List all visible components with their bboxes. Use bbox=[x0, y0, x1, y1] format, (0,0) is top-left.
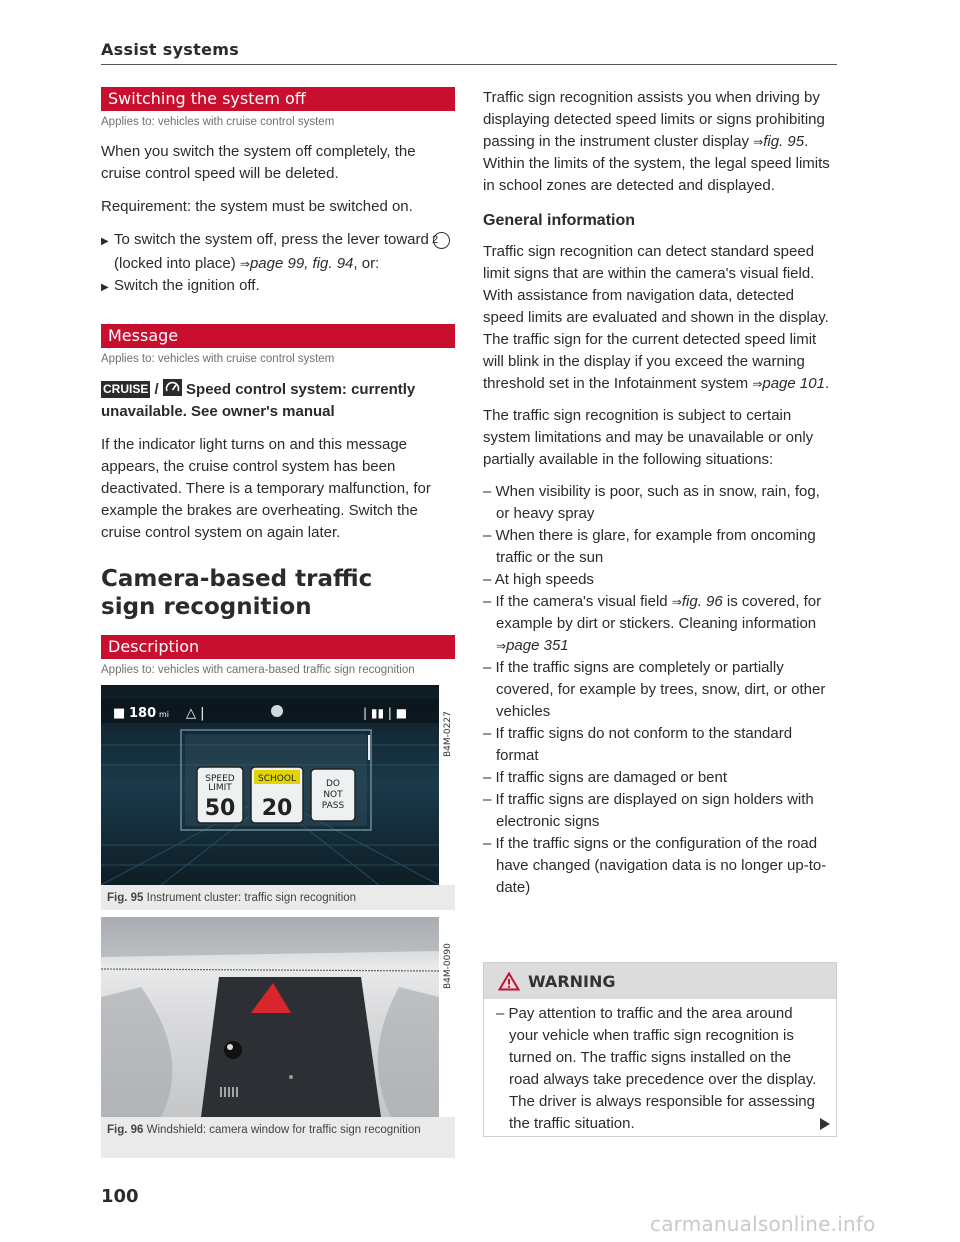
cross-reference[interactable]: fig. 96 bbox=[681, 593, 723, 610]
figure-caption: Fig. 96 Windshield: camera window for traffic sign recognition bbox=[107, 1124, 421, 1136]
right-column bbox=[483, 87, 837, 899]
applies-note: Applies to: vehicles with cruise control system bbox=[101, 353, 335, 365]
paragraph: The traffic sign recognition is subject to certain system limitations and may be unavailable or only partially available in the following situations: bbox=[483, 407, 814, 468]
sign-speed-limit-value: 50 bbox=[204, 796, 236, 821]
applies-note: Applies to: vehicles with camera-based traffic sign recognition bbox=[101, 664, 415, 676]
warning-body bbox=[484, 999, 836, 1135]
applies-note: Applies to: vehicles with cruise control system bbox=[101, 116, 335, 128]
chapter-title: Camera-based traffic sign recognition bbox=[101, 566, 373, 620]
section-subheading: General information bbox=[483, 212, 636, 229]
instruction-step: ▶ To switch the system off, press the lever toward 2 (locked into place) ⇒page 99, fig. 94, or: bbox=[101, 229, 455, 275]
list-item: – When visibility is poor, such as in snow, rain, fog, or heavy spray bbox=[483, 483, 820, 522]
warning-text: – Pay attention to traffic and the area around your vehicle when traffic sign recognition is turned on. The traffic signs installed on the road always take precedence over the display. The driver is always responsible for assessing the traffic situation. bbox=[496, 1005, 817, 1132]
warning-triangle-icon bbox=[498, 972, 520, 991]
speed-control-icon bbox=[163, 379, 182, 396]
figure-caption: Fig. 95 Instrument cluster: traffic sign recognition bbox=[107, 892, 357, 904]
list-item: – If the camera's visual field ⇒fig. 96 is covered, for example by dirt or stickers. Cleaning information ⇒page 351 bbox=[483, 593, 822, 654]
list-item: – If traffic signs are displayed on sign holders with electronic signs bbox=[483, 791, 814, 830]
list-item: – If traffic signs are damaged or bent bbox=[483, 769, 728, 786]
instruction-step: ▶ Switch the ignition off. bbox=[101, 275, 455, 299]
paragraph: Requirement: the system must be switched on. bbox=[101, 198, 413, 215]
svg-text:△ |: △ | bbox=[186, 706, 205, 721]
arrow-ref-icon: ⇒ bbox=[496, 639, 507, 653]
figure-95 bbox=[101, 685, 455, 910]
message-title: CRUISE / Speed control system: currently unavailable. See owner's manual bbox=[101, 381, 416, 420]
page-number: 100 bbox=[101, 1186, 139, 1207]
triangle-bullet-icon: ▶ bbox=[101, 236, 109, 247]
sign-dnp-line3: PASS bbox=[321, 801, 345, 811]
section-heading-description: Description bbox=[101, 635, 455, 659]
sign-school-value: 20 bbox=[261, 796, 293, 821]
watermark: carmanualsonline.info bbox=[650, 1212, 876, 1236]
section-heading-switching-off: Switching the system off bbox=[101, 87, 455, 111]
sign-dnp-line2: NOT bbox=[323, 790, 343, 800]
triangle-bullet-icon: ▶ bbox=[101, 282, 109, 293]
figure-96 bbox=[101, 917, 455, 1158]
instrument-cluster-illustration bbox=[101, 685, 455, 885]
list-item: – If traffic signs do not conform to the standard format bbox=[483, 725, 793, 764]
list-item: – At high speeds bbox=[483, 571, 594, 588]
cruise-indicator-icon: CRUISE bbox=[103, 382, 149, 396]
left-column bbox=[101, 87, 455, 676]
svg-text:| ▮▮ | ■: | ▮▮ | ■ bbox=[363, 706, 408, 720]
page-header-title: Assist systems bbox=[101, 40, 240, 59]
cross-reference[interactable]: fig. 95 bbox=[763, 133, 805, 150]
cross-reference[interactable]: page 101 bbox=[762, 375, 825, 392]
cross-reference[interactable]: page 99, fig. 94 bbox=[249, 255, 354, 272]
range-value: 180 bbox=[129, 706, 157, 721]
paragraph: Traffic sign recognition assists you when driving by displaying detected speed limits or signs prohibiting passing in the instrument cluster display ⇒fig. 95. Within the limits of the system, the legal speed limits in school zones are detected and displayed. bbox=[483, 89, 830, 194]
arrow-ref-icon: ⇒ bbox=[752, 377, 763, 391]
continue-arrow-icon bbox=[820, 1118, 830, 1130]
svg-text:LIMIT: LIMIT bbox=[208, 783, 232, 793]
arrow-ref-icon: ⇒ bbox=[671, 595, 682, 609]
warning-header bbox=[484, 963, 836, 999]
list-item: – If the traffic signs or the configuration of the road have changed (navigation data is no longer up-to-date) bbox=[483, 835, 827, 896]
range-unit: mi bbox=[159, 710, 170, 719]
windshield-camera-illustration bbox=[101, 917, 455, 1117]
figure-code: B4M-0090 bbox=[443, 943, 453, 989]
svg-text:SPEED: SPEED bbox=[205, 774, 235, 784]
list-item: – When there is glare, for example from oncoming traffic or the sun bbox=[483, 527, 816, 566]
header-rule bbox=[101, 64, 837, 65]
circled-number-icon: 2 bbox=[433, 232, 450, 249]
paragraph: When you switch the system off completely, the cruise control speed will be deleted. bbox=[101, 143, 416, 182]
svg-text:■: ■ bbox=[113, 706, 126, 721]
section-heading-message: Message bbox=[101, 324, 455, 348]
figure-code: B4M-0227 bbox=[443, 711, 453, 757]
warning-title: WARNING bbox=[528, 971, 616, 991]
sign-school-label: SCHOOL bbox=[258, 774, 296, 784]
sign-dnp-line1: DO bbox=[325, 779, 341, 789]
limitations-list bbox=[483, 481, 837, 899]
arrow-ref-icon: ⇒ bbox=[239, 257, 250, 271]
list-item: – If the traffic signs are completely or partially covered, for example by trees, snow, dirt, or other vehicles bbox=[483, 659, 826, 720]
arrow-ref-icon: ⇒ bbox=[753, 135, 764, 149]
warning-box bbox=[483, 962, 837, 1137]
paragraph: Traffic sign recognition can detect standard speed limit signs that are within the camera's visual field. With assistance from navigation data, detected speed limits are evaluated and shown in the display. The traffic sign for the current detected speed limit will blink in the display if you exceed the warning threshold set in the Infotainment system ⇒page 101. bbox=[483, 243, 830, 392]
paragraph: If the indicator light turns on and this message appears, the cruise control system has been deactivated. There is a temporary malfunction, for example the brakes are overheating. Switch the cruise control system on again later. bbox=[101, 436, 431, 541]
cross-reference[interactable]: page 351 bbox=[506, 637, 569, 654]
